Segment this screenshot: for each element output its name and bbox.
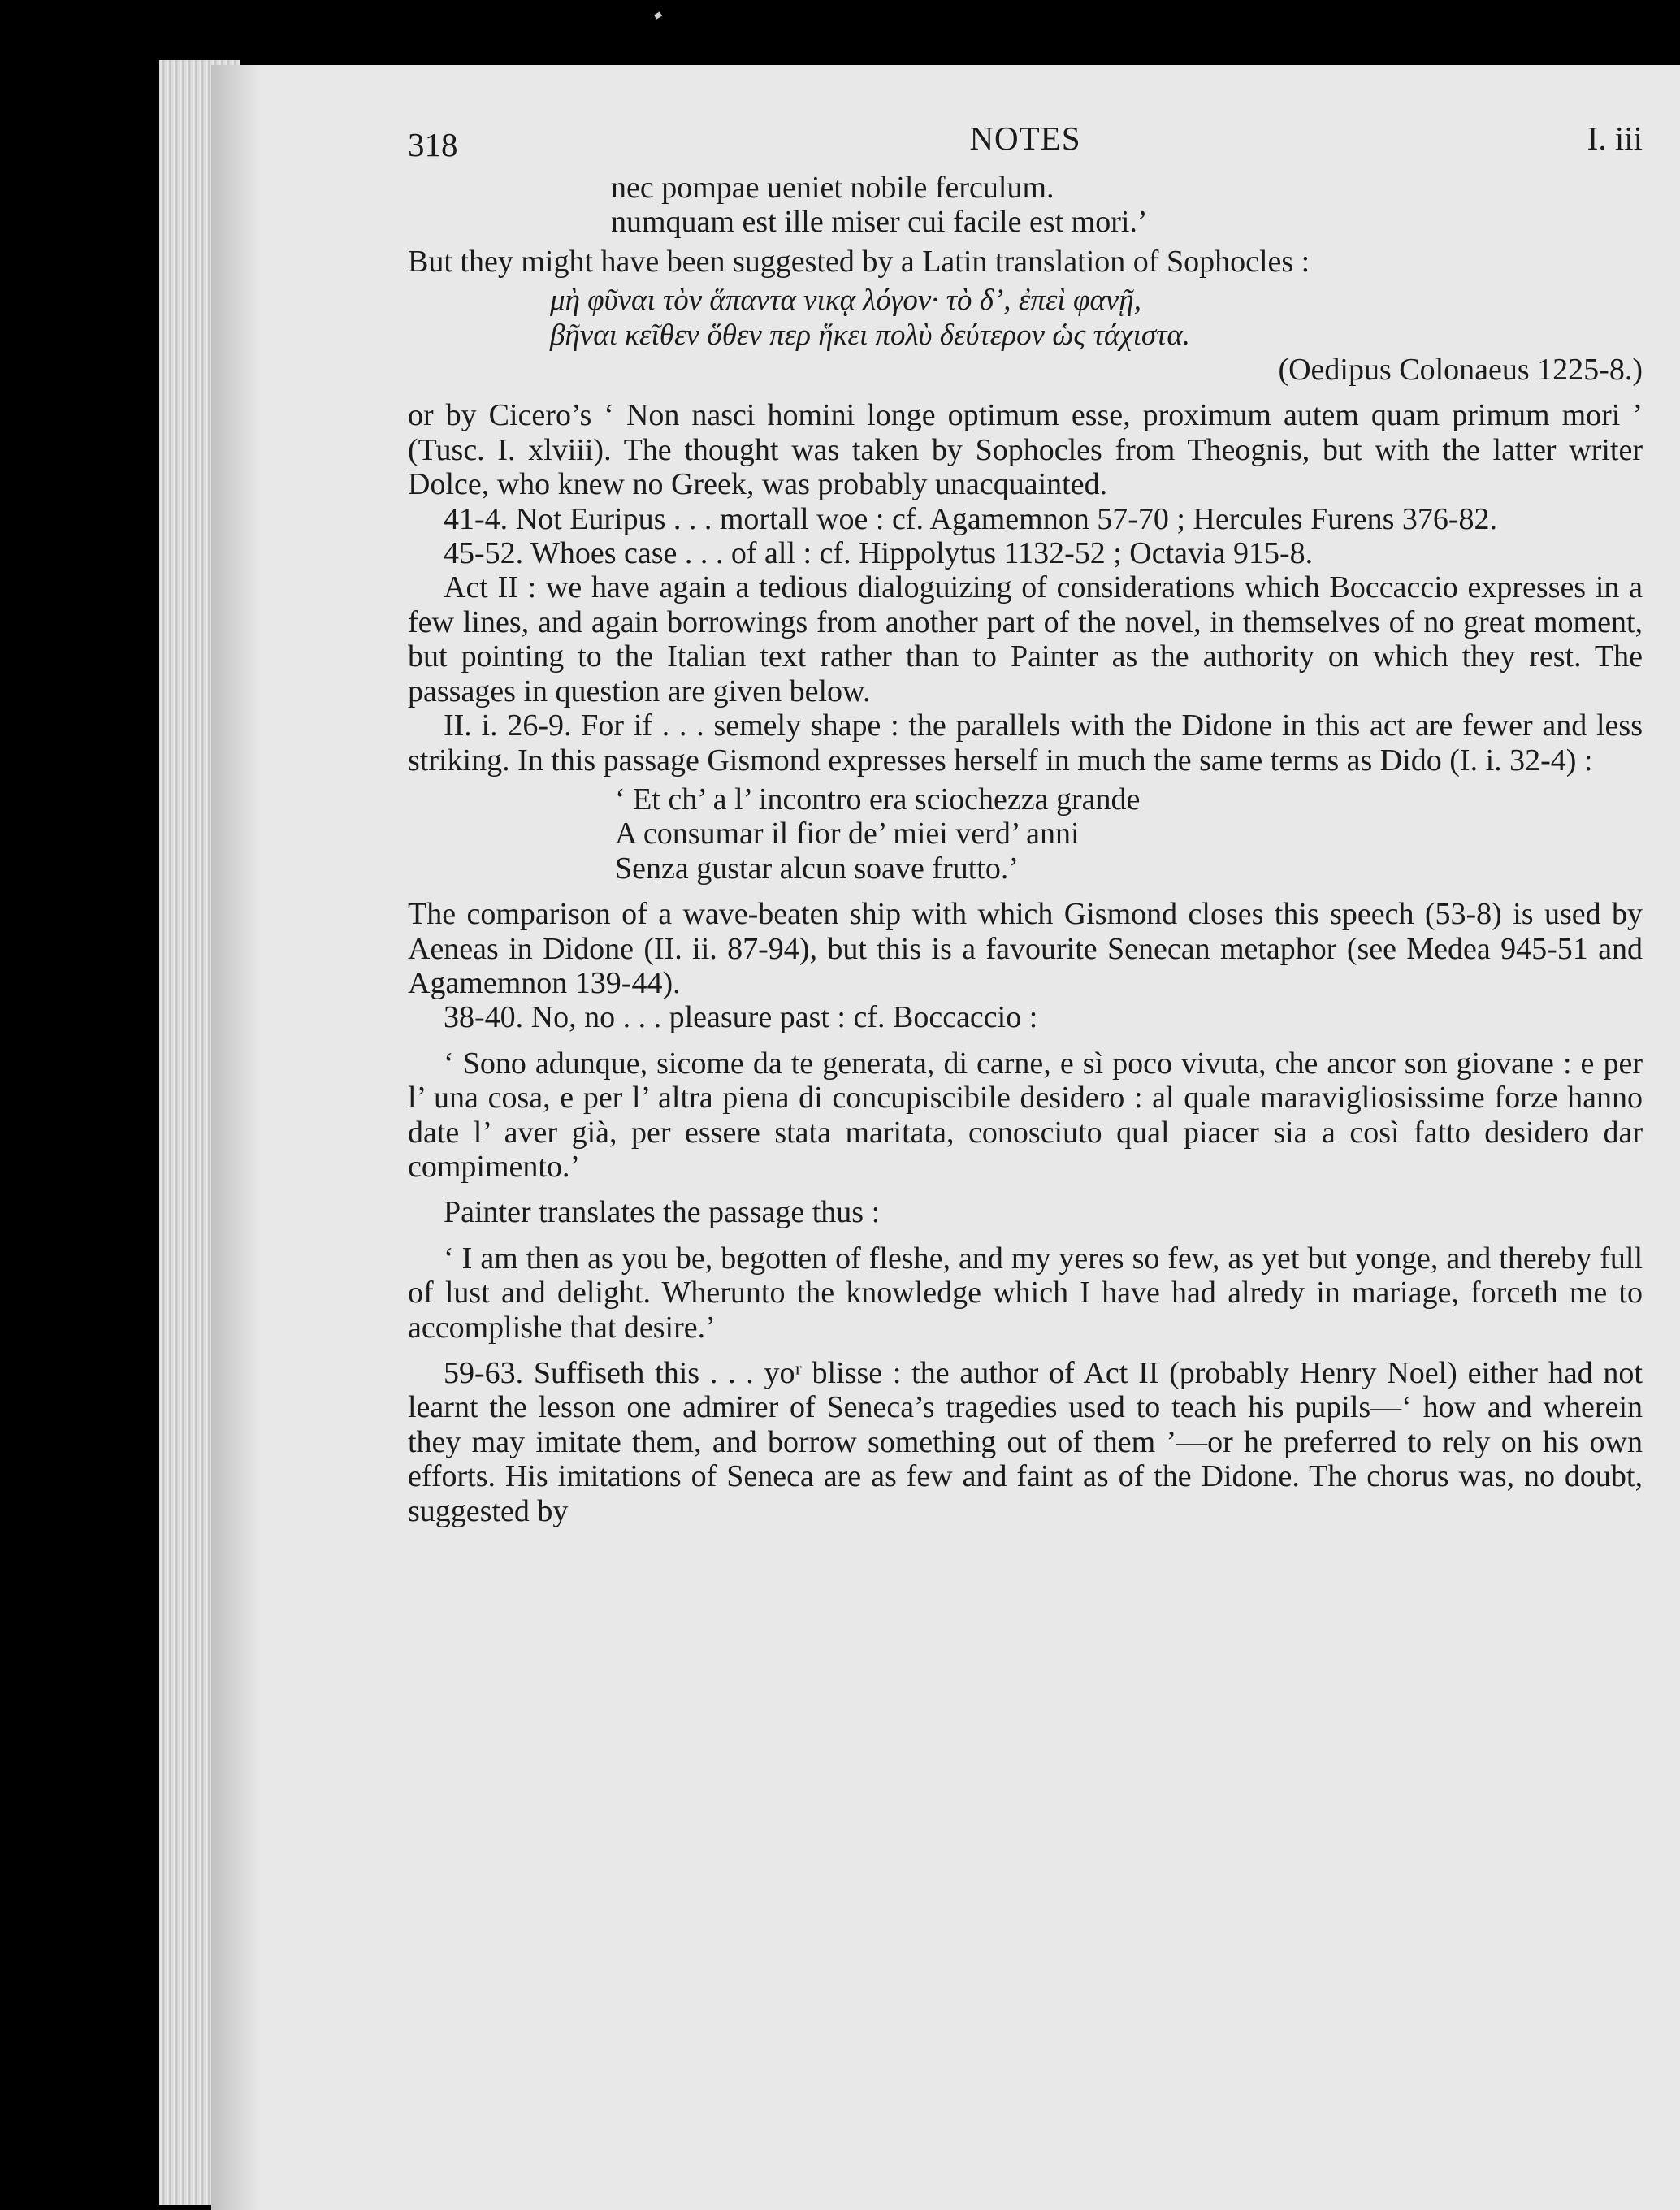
- greek-quote: [550, 284, 1643, 353]
- note-entry: Act II : we have again a tedious dialoguizing of considerations which Boccaccio expresses in a few lines, and again borrowings from another part of the novel, in themselves of no great moment, but pointing to the Italian text rather than to Painter as the authority on which they rest. The passages in question are given below.: [408, 570, 1643, 708]
- verse-line: numquam est ille miser cui facile est mori.’: [611, 205, 1148, 240]
- note-entry: 59-63. Suffiseth this . . . yoʳ blisse : the author of Act II (probably Henry Noel) either had not learnt the lesson one admirer of Seneca’s tragedies used to teach his pupils—‘ how and wherein they may imitate them, and borrow something out of them ’—or he preferred to rely on his own efforts. His imitations of Seneca are as few and faint as of the Didone. The chorus was, no doubt, suggested by: [408, 1356, 1643, 1528]
- verse-line: nec pompae ueniet nobile ferculum.: [611, 171, 1054, 205]
- greek-line: βῆναι κεῖθεν ὅθεν περ ἥκει πολὺ δεύτερον ὡς τάχιστα.: [550, 318, 1191, 352]
- note-entry: 38-40. No, no . . . pleasure past : cf. Boccaccio :: [444, 1000, 1038, 1035]
- paragraph: or by Cicero’s ‘ Non nasci homini longe optimum esse, proximum autem quam primum mori ’ (Tusc. I. xlviii). The thought was taken by Sophocles from Theognis, but with the latter writer Dolce, who knew no Greek, was probably unacquainted.: [408, 398, 1643, 502]
- paragraph: Painter translates the passage thus :: [444, 1195, 881, 1230]
- scan-speck: [654, 11, 662, 19]
- page-number: 318: [408, 126, 458, 163]
- note-entry: 45-52. Whoes case . . . of all : cf. Hippolytus 1132-52 ; Octavia 915-8.: [444, 536, 1314, 571]
- note-entry: 41-4. Not Euripus . . . mortall woe : cf. Agamemnon 57-70 ; Hercules Furens 376-82.: [444, 501, 1498, 536]
- page-text: [408, 114, 1643, 1528]
- paragraph: But they might have been suggested by a Latin translation of Sophocles :: [408, 244, 1310, 279]
- paragraph: The comparison of a wave-beaten ship with which Gismond closes this speech (53-8) is used by Aeneas in Didone (II. ii. 87-94), but this is a favourite Senecan metaphor (see Medea 945-51 and Agamemnon 139-44).: [408, 897, 1643, 1000]
- greek-line: μὴ φῦναι τὸν ἅπαντα νικᾳ λόγον· τὸ δ’, ἐπεὶ φανῇ,: [550, 284, 1141, 318]
- verse-line: ‘ Et ch’ a l’ incontro era sciochezza grande: [615, 782, 1141, 817]
- latin-verse-quote: [611, 171, 1643, 240]
- section-reference: I. iii: [1587, 119, 1643, 157]
- greek-citation: (Oedipus Colonaeus 1225-8.): [1278, 353, 1643, 388]
- block-quote: ‘ I am then as you be, begotten of fleshe, and my yeres so few, as yet but yonge, and thereby full of lust and delight. Wherunto the knowledge which I have had alredy in mariage, forceth me to accomplishe that desire.’: [408, 1241, 1643, 1345]
- running-head: [408, 114, 1643, 171]
- spine-shadow: [211, 65, 260, 2210]
- verse-line: Senza gustar alcun soave frutto.’: [615, 851, 1019, 886]
- page-title: NOTES: [969, 119, 1081, 157]
- italian-verse-quote: [615, 782, 1643, 886]
- block-quote: ‘ Sono adunque, sicome da te generata, di carne, e sì poco vivuta, che ancor son giovane : e per l’ una cosa, e per l’ altra piena di concupiscibile desidero : al quale maravigliosissime forze hanno date l’ aver già, per essere stata maritata, conosciuto qual piacer sia a così fatto desidero dar compimento.’: [408, 1046, 1643, 1184]
- verse-line: A consumar il fior de’ miei verd’ anni: [615, 817, 1080, 852]
- note-entry: II. i. 26-9. For if . . . semely shape : the parallels with the Didone in this act are fewer and less striking. In this passage Gismond expresses herself in much the same terms as Dido (I. i. 32-4) :: [408, 708, 1643, 778]
